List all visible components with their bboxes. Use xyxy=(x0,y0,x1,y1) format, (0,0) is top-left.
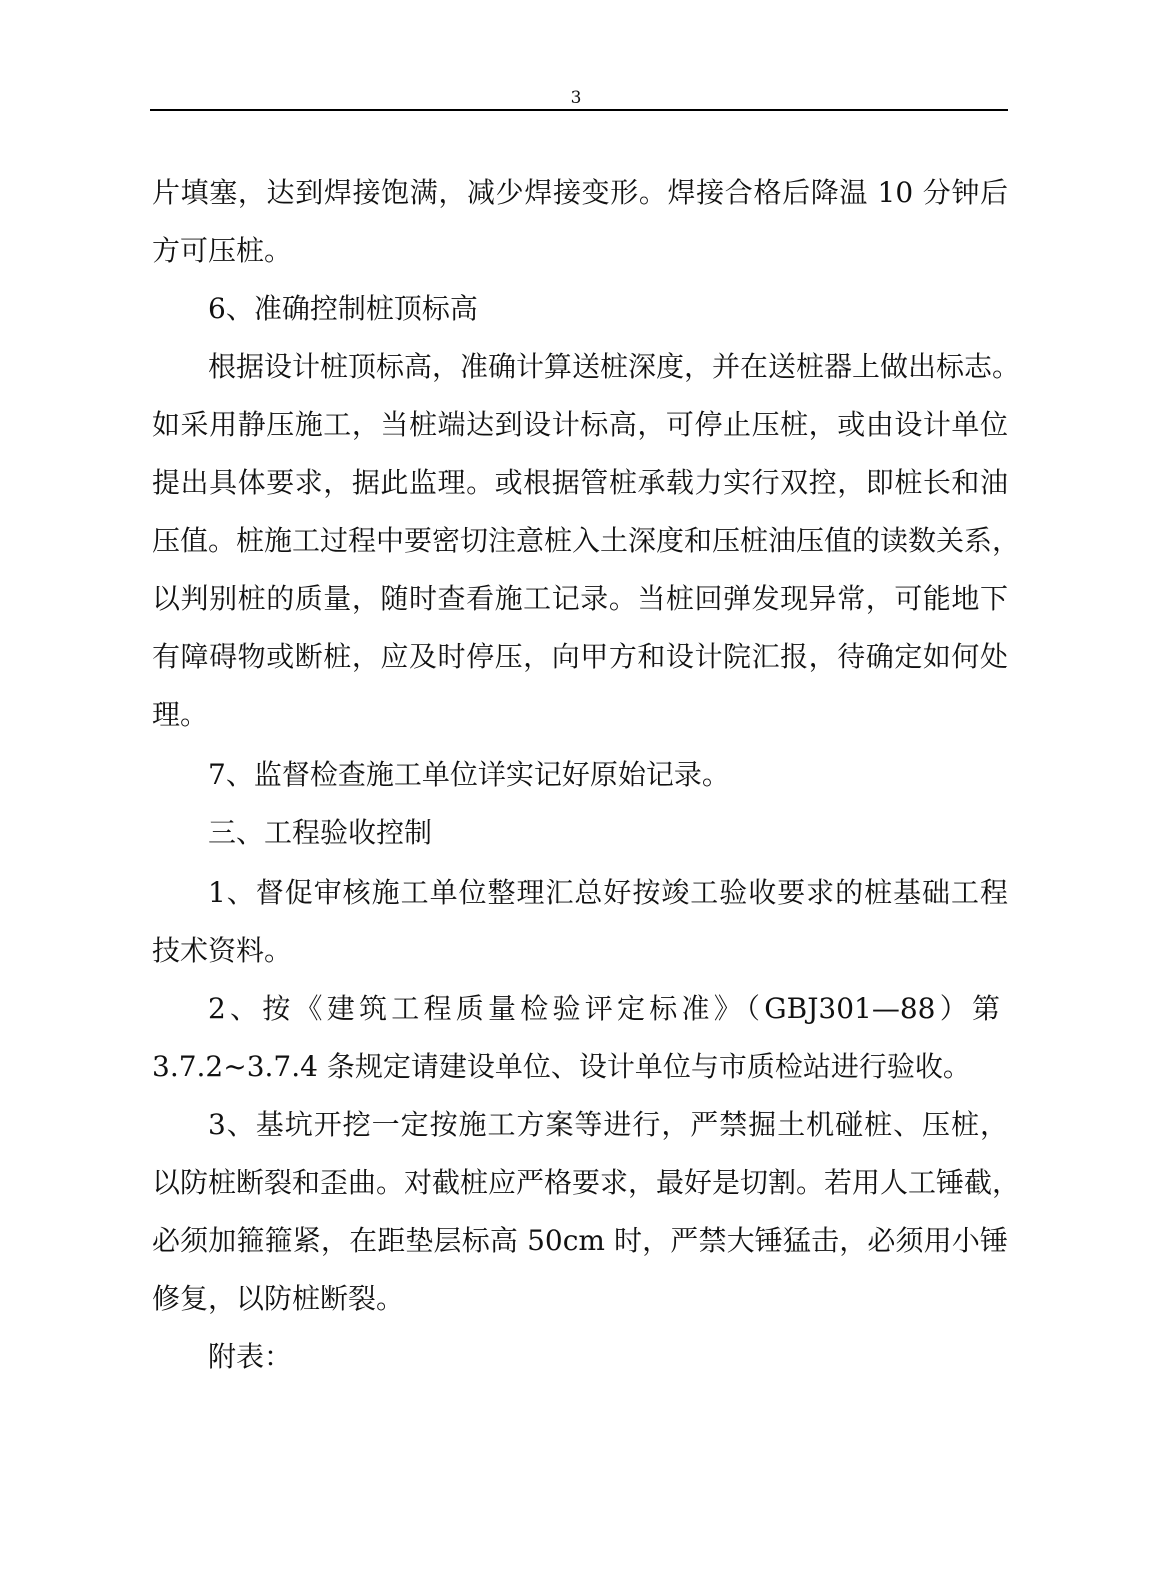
text-line: 根据设计桩顶标高，准确计算送桩深度，并在送桩器上做出标志。 xyxy=(208,350,1021,383)
text-line: 技术资料。 xyxy=(152,934,293,967)
text-line: 3.7.2~3.7.4 条规定请建设单位、设计单位与市质检站进行验收。 xyxy=(152,1050,971,1083)
header-rule xyxy=(150,109,1008,111)
text-line: 以判别桩的质量，随时查看施工记录。当桩回弹发现异常，可能地下 xyxy=(152,582,1008,615)
text-line: 以防桩断裂和歪曲。对截桩应严格要求，最好是切割。若用人工锤截， xyxy=(152,1166,1021,1199)
text-line: 必须加箍箍紧，在距垫层标高 50cm 时，严禁大锤猛击，必须用小锤 xyxy=(152,1224,1008,1257)
text-line: 片填塞，达到焊接饱满，减少焊接变形。焊接合格后降温 10 分钟后 xyxy=(152,176,1008,209)
text-line: 修复，以防桩断裂。 xyxy=(152,1282,405,1315)
text-line: 如采用静压施工，当桩端达到设计标高，可停止压桩，或由设计单位 xyxy=(152,408,1008,441)
text-line: 有障碍物或断桩，应及时停压，向甲方和设计院汇报，待确定如何处 xyxy=(152,640,1008,673)
text-line: 1、督促审核施工单位整理汇总好按竣工验收要求的桩基础工程 xyxy=(208,876,1008,909)
text-line: 3、基坑开挖一定按施工方案等进行，严禁掘土机碰桩、压桩， xyxy=(208,1108,1008,1141)
section-heading: 三、工程验收控制 xyxy=(208,816,433,849)
text-line: 方可压桩。 xyxy=(152,234,293,267)
page-number: 3 xyxy=(570,88,582,108)
section-heading: 6、准确控制桩顶标高 xyxy=(208,292,478,325)
text-line: 理。 xyxy=(152,698,209,731)
text-line: 7、监督检查施工单位详实记好原始记录。 xyxy=(208,758,730,791)
appendix-label: 附表： xyxy=(208,1340,293,1373)
text-line: 提出具体要求，据此监理。或根据管桩承载力实行双控，即桩长和油 xyxy=(152,466,1008,499)
text-line: 压值。桩施工过程中要密切注意桩入土深度和压桩油压值的读数关系， xyxy=(152,524,1021,557)
text-line: 2、按《建筑工程质量检验评定标准》（GBJ301—88）第 xyxy=(208,992,1000,1025)
